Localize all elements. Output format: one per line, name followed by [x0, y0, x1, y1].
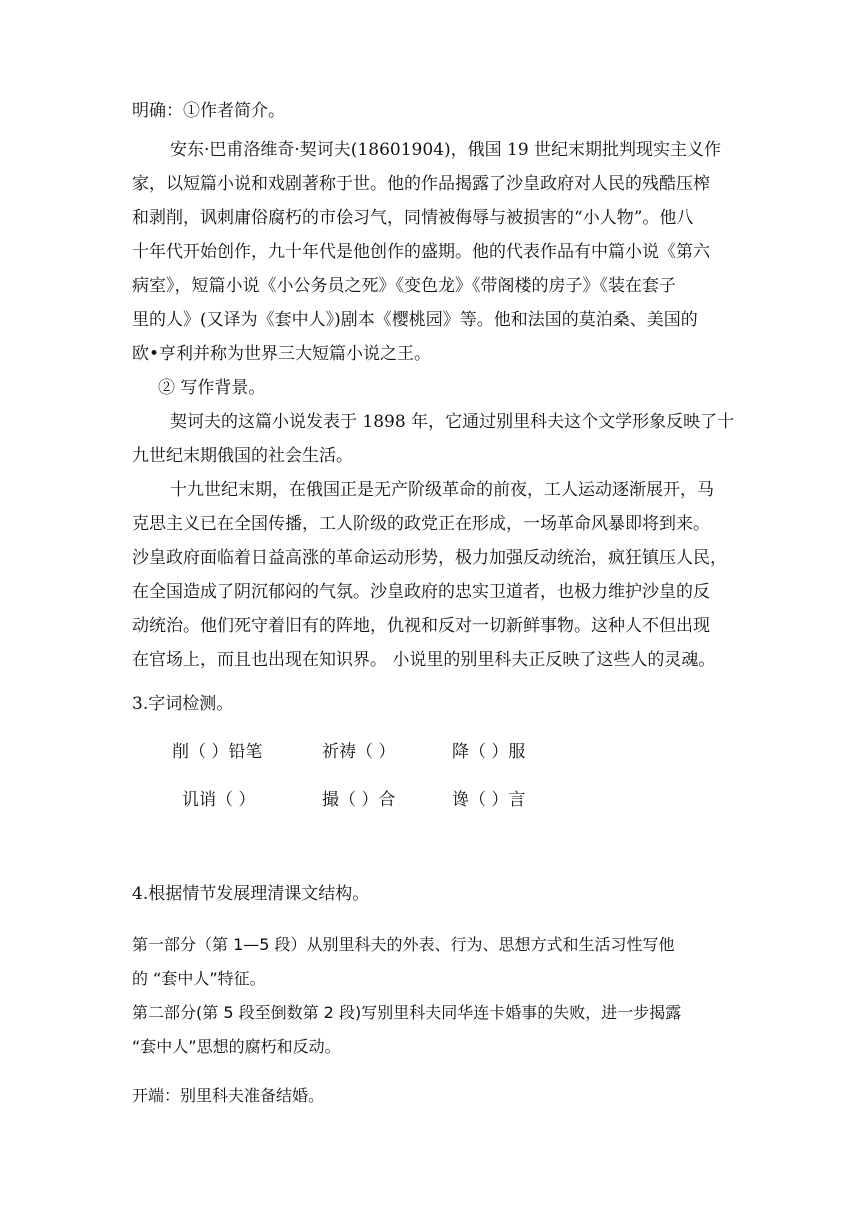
vocab-item: 谗（ ）言: [452, 790, 526, 810]
vocab-item: 降（ ）服: [452, 742, 526, 762]
vocab-item: 讥诮（ ）: [182, 790, 256, 810]
bio-line-7: 欧•亨利并称为世界三大短篇小说之王。: [132, 344, 432, 364]
background-p1-line-1: 契诃夫的这篇小说发表于 1898 年，它通过别里科夫这个文学形象反映了十: [170, 412, 735, 432]
part1-line-1: 第一部分（第 1—5 段）从别里科夫的外表、行为、思想方式和生活习性写他: [132, 935, 675, 954]
intro-label: 明确：①作者简介。: [132, 101, 285, 121]
opening-line: 开端：别里科夫准备结婚。: [132, 1086, 325, 1105]
part1-line-2: 的 “套中人”特征。: [132, 969, 266, 988]
part2-line-1: 第二部分(第 5 段至倒数第 2 段)写别里科夫同华连卡婚事的失败，进一步揭露: [132, 1003, 682, 1022]
bio-line-1: 安东·巴甫洛维奇·契诃夫(18601904)，俄国 19 世纪末期批判现实主义作: [170, 140, 722, 160]
vocab-item: 祈祷（ ）: [322, 742, 396, 762]
bio-line-5: 病室》，短篇小说《小公务员之死》《变色龙》《带阁楼的房子》《装在套子: [132, 276, 676, 296]
bio-line-3: 和剥削，讽刺庸俗腐朽的市侩习气，同情被侮辱与被损害的“小人物”。他八: [132, 208, 694, 228]
background-p2-line-3: 沙皇政府面临着日益高涨的革命运动形势，极力加强反动统治，疯狂镇压人民，: [132, 548, 727, 568]
background-label: ② 写作背景。: [158, 378, 266, 398]
vocab-item: 削（ ）铅笔: [172, 742, 263, 762]
background-p2-line-5: 动统治。他们死守着旧有的阵地，仇视和反对一切新鲜事物。这种人不但出现: [132, 616, 710, 636]
bio-line-2: 家，以短篇小说和戏剧著称于世。他的作品揭露了沙皇政府对人民的残酷压榨: [132, 174, 710, 194]
section3-title: 3.字词检测。: [132, 694, 234, 714]
background-p2-line-1: 十九世纪末期，在俄国正是无产阶级革命的前夜，工人运动逐渐展开，马: [170, 480, 714, 500]
part2-line-2: “套中人”思想的腐朽和反动。: [132, 1037, 341, 1056]
background-p2-line-4: 在全国造成了阴沉郁闷的气氛。沙皇政府的忠实卫道者，也极力维护沙皇的反: [132, 582, 710, 602]
bio-line-4: 十年代开始创作，九十年代是他创作的盛期。他的代表作品有中篇小说《第六: [132, 242, 710, 262]
background-p1-line-2: 九世纪末期俄国的社会生活。: [132, 446, 353, 466]
background-p2-line-2: 克思主义已在全国传播，工人阶级的政党正在形成，一场革命风暴即将到来。: [132, 514, 710, 534]
bio-line-6: 里的人》(又译为《套中人》)剧本《樱桃园》等。他和法国的莫泊桑、美国的: [132, 310, 698, 330]
background-p2-line-6: 在官场上，而且也出现在知识界。 小说里的别里科夫正反映了这些人的灵魂。: [132, 650, 716, 670]
vocab-item: 撮（ ）合: [322, 790, 396, 810]
section4-title: 4.根据情节发展理清课文结构。: [132, 884, 370, 904]
